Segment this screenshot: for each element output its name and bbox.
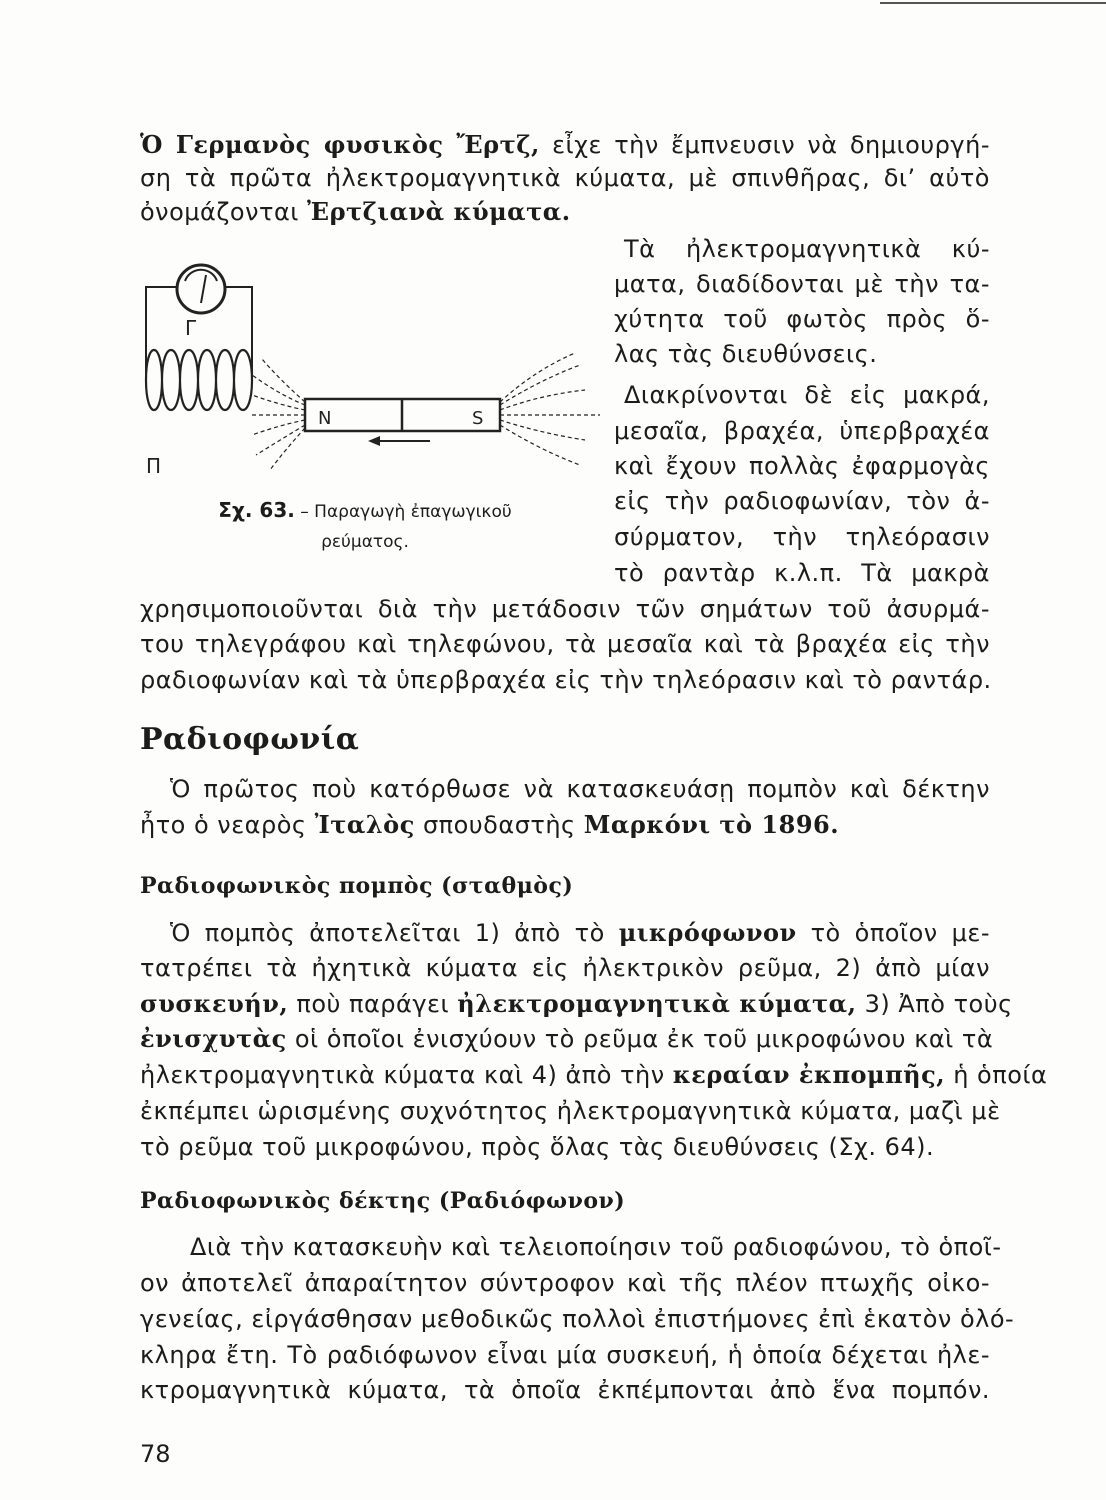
radio-text: ἦτο ὁ νεαρὸς [140, 811, 307, 839]
bold-antenna: κεραίαν ἐκπομπῆς, [672, 1060, 946, 1089]
receiver-line: Διὰ τὴν κατασκευὴν καὶ τελειοποίησιν τοῦ ραδιοφώνου, τὸ ὁποῖ- [190, 1233, 1002, 1261]
bold-em-waves: ἠλεκτρομαγνητικὰ κύματα, [457, 989, 857, 1018]
bold-device: συσκευήν, [140, 989, 289, 1018]
text-line: χρησιμοποιοῦνται διὰ τὴν μετάδοσιν τῶν σημάτων τοῦ ἀσυρμά- [140, 595, 990, 623]
side-line: σύρματον, τὴν τηλεόρασιν [614, 523, 990, 551]
intro-text: εἶχε τὴν ἔμπνευσιν νὰ δημιουργή- [552, 131, 990, 159]
bold-hertzian-waves: Ἐρτζιανὰ κύματα. [307, 197, 571, 226]
galvanometer-icon [177, 265, 225, 313]
side-line: χύτητα τοῦ φωτὸς πρὸς ὅ- [614, 305, 990, 333]
heading-receiver: Ραδιοφωνικὸς δέκτης (Ραδιόφωνον) [140, 1188, 626, 1214]
bold-microphone: μικρόφωνον [618, 918, 797, 947]
side-line: ματα, διαδίδονται μὲ τὴν τα- [614, 270, 990, 298]
heading-radio: Ραδιοφωνία [140, 722, 360, 757]
radio-text: σπουδαστὴς [422, 811, 576, 839]
intro-line-2: ση τὰ πρῶτα ἠλεκτρομαγνητικὰ κύματα, μὲ σπινθῆρας, δι’ αὐτὸ [140, 164, 990, 192]
intro-line-1 [140, 128, 990, 162]
bold-italian: Ἰταλὸς [314, 810, 415, 839]
intro-line-3 [140, 195, 990, 229]
arrow-head [368, 436, 380, 446]
transmitter-text: ἡ ὁποία [953, 1061, 1048, 1089]
transmitter-text: ποὺ παράγει [296, 990, 450, 1018]
transmitter-line-2: τατρέπει τὰ ἠχητικὰ κύματα εἰς ἠλεκτρικὸν ρεῦμα, 2) ἀπὸ μίαν [140, 954, 990, 982]
transmitter-text: ἠλεκτρομαγνητικὰ κύματα καὶ 4) ἀπὸ τὴν [140, 1061, 665, 1089]
bold-ertz: Ὁ Γερμανὸς φυσικὸς Ἔρτζ, [140, 130, 540, 159]
figure-caption [150, 495, 580, 557]
bold-amplifiers: ἐνισχυτὰς [140, 1024, 287, 1053]
label-n: N [318, 408, 332, 429]
transmitter-text: 3) Ἀπὸ τοὺς [864, 990, 1013, 1018]
bold-marconi: Μαρκόνι τὸ 1896. [583, 810, 840, 839]
side-line: τὸ ραντὰρ κ.λ.π. Τὰ μακρὰ [614, 559, 990, 587]
side-line: καὶ ἔχουν πολλὰς ἐφαρμογὰς [614, 452, 990, 480]
galvanometer-scale [185, 270, 217, 281]
receiver-line: κτρομαγνητικὰ κύματα, τὰ ὁποῖα ἐκπέμπονται ἀπὸ ἕνα πομπόν. [140, 1376, 990, 1404]
transmitter-text: Ὁ πομπὸς ἀποτελεῖται 1) ἀπὸ τὸ [170, 919, 605, 947]
caption-text: – Παραγωγὴ ἐπαγωγικοῦ [300, 502, 512, 522]
figure-induction-diagram [140, 255, 600, 475]
receiver-line: ον ἀποτελεῖ ἀπαραίτητον σύντροφον καὶ τῆς πλέον πτωχῆς οἰκο- [140, 1269, 990, 1297]
transmitter-line-3 [140, 987, 1013, 1021]
receiver-line: γενείας, εἰργάσθησαν μεθοδικῶς πολλοὶ ἐπιστήμονες ἐπὶ ἑκατὸν ὁλό- [140, 1305, 1015, 1333]
circuit-wire [226, 287, 252, 375]
label-s: S [472, 408, 484, 429]
transmitter-line-5 [140, 1058, 1048, 1092]
transmitter-line-4 [140, 1022, 994, 1056]
radio-line-2 [140, 808, 990, 842]
coil-icon [146, 350, 252, 410]
page-number: 78 [140, 1440, 171, 1468]
caption-label: Σχ. 63. [218, 498, 295, 522]
caption-line-1 [150, 495, 580, 527]
text-line: ραδιοφωνίαν καὶ τὰ ὑπερβραχέα εἰς τὴν τηλεόρασιν καὶ τὸ ραντάρ. [140, 666, 992, 694]
transmitter-line-7: τὸ ρεῦμα τοῦ μικροφώνου, πρὸς ὅλας τὰς διευθύνσεις (Σχ. 64). [140, 1133, 935, 1161]
transmitter-text: τὸ ὁποῖον με- [810, 919, 990, 947]
transmitter-line-6: ἐκπέμπει ὡρισμένης συχνότητος ἠλεκτρομαγνητικὰ κύματα, μαζὶ μὲ [140, 1097, 1001, 1125]
label-g: Γ [185, 316, 197, 340]
receiver-line: κληρα ἔτη. Τὸ ραδιόφωνον εἶναι μία συσκευή, ἡ ὁποία δέχεται ἠλε- [140, 1341, 990, 1369]
radio-line-1: Ὁ πρῶτος ποὺ κατόρθωσε νὰ κατασκευάσῃ πομπὸν καὶ δέκτην [170, 775, 990, 803]
side-line: Τὰ ἠλεκτρομαγνητικὰ κύ- [624, 235, 990, 263]
side-line: Διακρίνονται δὲ εἰς μακρά, [624, 381, 990, 409]
side-line: λας τὰς διευθύνσεις. [614, 340, 878, 368]
transmitter-line-1 [170, 916, 990, 950]
text-line: του τηλεγράφου καὶ τηλεφώνου, τὰ μεσαῖα καὶ τὰ βραχέα εἰς τὴν [140, 630, 990, 658]
intro-text: ὀνομάζονται [140, 198, 299, 226]
side-line: μεσαῖα, βραχέα, ὑπερβραχέα [614, 417, 990, 445]
caption-line-2: ρεύματος. [321, 532, 409, 552]
heading-transmitter: Ραδιοφωνικὸς πομπὸς (σταθμὸς) [140, 873, 574, 899]
side-line: εἰς τὴν ραδιοφωνίαν, τὸν ἀ- [614, 487, 990, 515]
galvanometer-needle [201, 275, 206, 303]
transmitter-text: οἱ ὁποῖοι ἐνισχύουν τὸ ρεῦμα ἐκ τοῦ μικροφώνου καὶ τὰ [294, 1025, 994, 1053]
scan-edge-line [880, 2, 1106, 4]
field-lines-left [252, 359, 305, 470]
field-lines-right [500, 353, 600, 465]
label-p: Π [146, 454, 162, 475]
